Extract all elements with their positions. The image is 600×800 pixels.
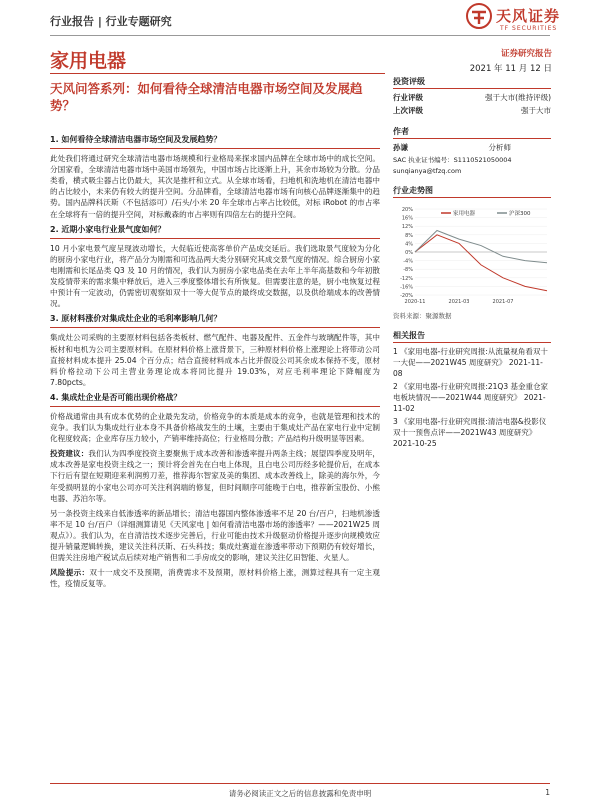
- section-heading-2: 2. 近期小家电行业景气度如何？: [50, 224, 380, 239]
- investment-advice-1: 投资建议：我们认为四季度投资主要聚焦于成本改善和渗透率提升两条主线；展望四季度及明年，成本改善是家电投资主线之一；预计将会首先在白电上体现，且白电公司历经多轮提价后，在成本下行后有望在短期迎来利润剪刀差，推荐海尔智家及美的集团、成本改善线上，除美的海尔外，今年受损明显的小家电公司亦可关注利润端的修复，但时间顺序可能晚于白电，推荐新宝股份、小熊电器、苏泊尔等。: [50, 449, 381, 503]
- report-category: 行业报告 | 行业专题研究: [50, 15, 172, 28]
- report-title: 天风问答系列：如何看待全球清洁电器市场空间及发展趋势？: [50, 81, 363, 113]
- rating-title: 投资评级: [393, 76, 551, 89]
- risk-warning: 风险提示：双十一成交不及预期，消费需求不及预期，原材料价格上涨，测算过程具有一定主观性，疫情反复等。: [50, 568, 381, 589]
- section-heading-3: 3. 原材料涨价对集成灶企业的毛利率影响几何？: [50, 313, 380, 328]
- page-number: 1: [545, 788, 550, 797]
- logo-text-en: TF SECURITIES: [500, 25, 558, 32]
- trend-title: 行业走势图: [393, 185, 551, 198]
- author-title: 作者: [393, 126, 551, 139]
- author-email[interactable]: sunqianya@tfzq.com: [393, 167, 462, 175]
- author-row: [393, 142, 551, 153]
- footer-divider: [50, 783, 550, 784]
- author-sac: SAC 执业证书编号：S1110521050004: [393, 156, 512, 164]
- y-tick-label: 0%: [405, 250, 413, 256]
- x-tick-label: 2021-03: [448, 299, 470, 305]
- section-heading-1: 1. 如何看待全球清洁电器市场空间及发展趋势？: [50, 134, 380, 149]
- sector-title: 家用电器: [50, 50, 127, 72]
- investment-advice-2: 另一条投资主线来自低渗透率的新品增长；清洁电器国内整体渗透率不足 20 台/百户，扫地机渗透率不足 10 台/百户（详细测算请见《天风家电 | 如何看清洁电器市场的渗透率？——2021W25 周观点》）。我们认为，在自清洁技术逐步完善后，行业可能由技术升级驱动价格提升逐步向规模效应提升销量逻辑转换，建议关注科沃斯、石头科技；集成灶赛道在渗透率带动下预期仍有较好增长，但需关注房地产税试点后续对地产销售和二手房成交的影响，建议关注亿田智能、火星人。: [50, 508, 380, 563]
- y-tick-label: -4%: [403, 258, 413, 265]
- legend-entry: 家用电器: [453, 211, 476, 217]
- legend-entry: 沪深300: [509, 211, 531, 217]
- x-tick-label: 2021-07: [492, 299, 514, 305]
- author-name: 孙谦: [393, 143, 408, 152]
- header-divider: [50, 35, 550, 36]
- trend-chart: [393, 201, 551, 309]
- series-line-1: [415, 231, 547, 263]
- section-paragraph-4: 价格战通常由具有成本优势的企业最先发动，价格竞争的本质是成本的竞争，也就是管理和技术的竞争。我们认为集成灶行业本身不具备价格战发生的土壤，主要由于集成灶产品在家电行业中定制化程度较高；企业库存压力较小，产销率维持高位；行业格局分散；产品结构升级明显等因素。: [50, 411, 380, 444]
- y-tick-label: -20%: [400, 293, 413, 299]
- main-body: [50, 130, 380, 593]
- rating-row: 行业评级 强于大市(维持评级): [393, 93, 551, 102]
- section-heading-4: 4. 集成灶企业是否可能出现价格战？: [50, 392, 380, 407]
- footer-disclaimer: 请务必阅读正文之后的信息披露和免责申明: [228, 789, 372, 798]
- y-tick-label: -16%: [400, 284, 413, 291]
- risk-label: 风险提示：: [50, 568, 90, 578]
- y-tick-label: -8%: [403, 267, 413, 274]
- investment-label: 投资建议：: [50, 449, 89, 459]
- section-paragraph-3: 集成灶公司采购的主要原材料包括各类板材、燃气配件、电器及配件、五金件与玻璃配件等，其中板材和电机为公司主要原材料。在原材料价格上涨背景下，三种原材料价格上涨理论上将带动公司直接材料成本提升 25.04 个百分点；结合直接材料成本占比并假设公司其余成本保持不变，原材料价格拉动下公司主营业务理论成本将同比提升 19.03%，对应毛利率理论下降幅度为 7.80pcts。: [50, 333, 380, 387]
- trend-chart-svg: [393, 201, 551, 309]
- related-report-3[interactable]: 3 《家用电器-行业研究周报:清洁电器&投影仪双十一预售点评——2021W43 周度研究》 2021-10-25: [393, 417, 547, 448]
- tf-logo-icon: [466, 3, 492, 29]
- report-type: 证券研究报告: [500, 49, 552, 59]
- author-role: 分析师: [488, 143, 511, 152]
- related-report-1[interactable]: 1 《家用电器-行业研究周报:从流量视角看双十一大促——2021W45 周度研究》 2021-11-08: [393, 347, 548, 378]
- chart-source: 资料来源：聚源数据: [393, 312, 452, 320]
- x-tick-label: 2020-11: [404, 299, 426, 305]
- y-tick-label: 16%: [401, 215, 413, 222]
- y-tick-label: 4%: [405, 241, 413, 248]
- page-header: [0, 0, 600, 40]
- y-tick-label: 8%: [405, 232, 413, 239]
- rating-row: 上次评级 强于大市: [393, 106, 551, 115]
- related-report-2[interactable]: 2 《家用电器-行业研究周报:21Q3 基金重仓家电板块情况——2021W44 周度研究》 2021-11-02: [393, 382, 548, 413]
- sector-divider: [50, 73, 385, 74]
- section-paragraph-2: 10 月小家电景气度呈现波动增长，大促临近使高客单价产品成交延后。我们选取景气度较为分化的厨房小家电行业，将产品分为刚需和可选品两大类分别研究其成交景气度的情况。综合厨房小家电刚需和长尾品类 Q3 及 10 月的情况，我们认为厨房小家电品类在去年上半年高基数和今年初散发疫情带来的需求集中释放后，进入三季度整体增长有所恢复。但需要注意的是，厨小电恢复过程中预计有一定波动，仍需密切观察如双十一等大促节点的最终成交数据，以及供给端成本的改善情况。: [50, 243, 380, 309]
- y-tick-label: -12%: [400, 275, 413, 282]
- sidebar: [393, 76, 551, 451]
- section-paragraph-1: 此处我们将通过研究全球清洁电器市场规模和行业格局来探求国内品牌在全球市场中的成长空间。分国家看，全球清洁电器市场中美国市场领先，中国市场占比逐渐上升，其余市场较为分散。分品类看，横式吸尘器占比仍最大，其次是推杆和立式。从全球市场看，扫地机和洗地机在清洁电器中的占比较小，未来仍有较大的提升空间。分品牌看，全球清洁电器市场有向核心品牌逐渐集中的趋势。国内品牌科沃斯（不包括添可）/石头/小米 20 年全球市占率占比较低，对标 iRobot 的市占率在全球将有一倍的提升空间，对标戴森的市占率则有四倍左右的提升空间。: [50, 154, 380, 219]
- related-title: 相关报告: [393, 330, 551, 343]
- y-tick-label: 20%: [401, 207, 413, 213]
- logo-text-cn: 天风证券: [496, 7, 561, 25]
- y-tick-label: 12%: [401, 224, 413, 231]
- report-date: 2021 年 11 月 12 日: [469, 64, 552, 74]
